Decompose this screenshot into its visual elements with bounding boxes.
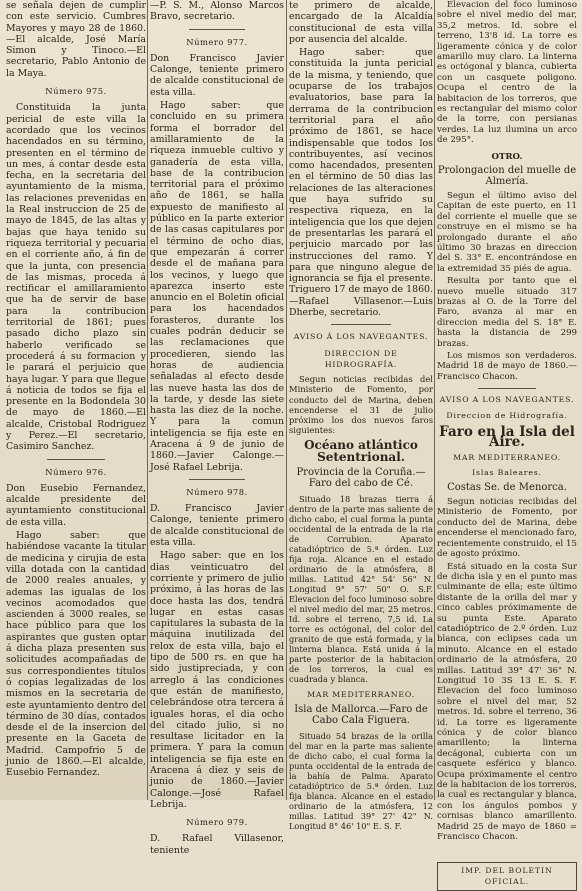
- notice-975-heading: Número 975.: [45, 86, 107, 97]
- column-4: [437, 0, 577, 886]
- column-rule: [434, 0, 435, 800]
- column-rule: [286, 0, 287, 800]
- notice-979-continued: te primero de alcalde, encargado de la Alcaldía constitucional de esta villa por ausencia del alcalde.: [289, 0, 433, 45]
- direccion-heading: DIRECCION DE HIDROGRAFÍA.: [324, 348, 398, 369]
- divider: [331, 324, 391, 325]
- oceano-heading: Océano atlántico Setentrional.: [304, 438, 418, 464]
- notice-976-intro: Don Eusebio Fernandez, alcalde presidente del ayuntamiento constitucional de esta villa.: [6, 482, 146, 528]
- prolongacion-p1: Segun el último aviso del Capitan de este puerto, en 11 del corriente el muelle que se construye en el mismo se ha prolongado durante el año último 30 brazas en direccion del S. 33° E. encontrándose en la extremidad 35 piés de agua.: [437, 190, 577, 274]
- prolongacion-heading: Prolongacion del muelle de Almería.: [437, 165, 577, 187]
- notice-976-body: Hago saber: que habiéndose vacante la titular de medicina y cirujia de esta villa dotada con la cantidad de 2000 reales anuales, y ademas las igualas de los vecinos acomodados que ascienden á 3000 reales, se hace público para que los aspirantes que gusten optar á dicha plaza presenten sus solicitudes acompañadas de sus correspondientes títulos ó copias legalizadas de los mismos en la secretaria de este ayuntamiento dentro del término de 30 días, contados desde el de la insercion del presente en la Gaceta de Madrid. Campofrio 5 de junio de 1860.—El alcalde, Eusebio Fernandez.: [6, 530, 146, 779]
- notice-978-body: Hago saber: que en los dias veinticuatro del corriente y primero de julio próximo, á las horas de las doce hasta las dos, tendrá lugar en estas casas capitulares la subasta de la máquina inutilizada del relox de esta villa, bajo el tipo de 500 rs. en que ha sido justipreciada, y con arreglo á las condiciones que están de manifiesto, celebrándose otra tercera á iguales horas, el dia ocho del citado julio, si no resultase licitador en la primera. Y para la comun inteligencia se fija este en Aracena á diez y seis de junio de 1860.—Javier Calonge.—José Rafael Lebrija.: [150, 550, 284, 810]
- column-2: [150, 0, 284, 856]
- islas-heading: Islas Baleares.: [472, 468, 542, 478]
- column-rule: [147, 0, 148, 800]
- prolongacion-p3: Los mismos son verdaderos. Madrid 18 de mayo de 1860.—Francisco Chacon.: [437, 351, 577, 382]
- imprint-box: IMP. DEL BOLETIN OFICIAL.: [437, 862, 577, 891]
- faro-ce-details: Situado 18 brazas tierra á dentro de la parte mas saliente de dicho cabo, el cual forma la punta occidental de la entrada de la ria de Corrubion. Aparato catadióptrico de 5.ª órden. Luz fija roja. Alcance en el estado ordinario de la atmósfera, 8 millas. Latitud 42° 54' 56" N. Longitud 9° 57' 50" O. S.F. Elevacion del foco luminoso sobre el nivel medio del mar, 25 metros. Id. sobre el terreno, 7,5 id. La torre es octógonal, del color del granito de que está formada, y la linterna blanca. Está unida á la parte posterior de la habitacion de los torreros, la cual es cuadrada y blanca.: [289, 493, 433, 684]
- notice-975-body: Constituida la junta pericial de este villa la acordado que los vecinos hacendados en su término, presenten en el término de un mes, á contar desde esta fecha, en la secretaria del ayuntamiento de la misma, las relaciones prevenidas en la Real instruccion de 25 de mayo de 1845, de las altas y bajas que haya tenido su riqueza territorial y pecuaria en el corriente año, á fin de que la junta, con presencia de las mismas, proceda á rectificar el amillaramiento que ha de servir de base para la contribucion territorial de 1861; pues pasado dicho plazo sin haberlo verificado se procederá á su formacion y le parará el perjuicio que haya lugar. Y para que llegue á noticia de todos se fija el presente en la Bodondela 30 de mayo de 1860.—El alcalde, Cristobal Rodriguez y Perez.—El secretario, Casimiro Sanchez.: [6, 102, 146, 453]
- faro-continued: Elevacion del foco luminoso sobre el nivel medio del mar, 35,2 metros. Id. sobre el terreno, 13'8 id. La torre es ligeramente cónica y de color amarillo muy claro. La linterna es octógonal y blanca, cubierta con un casquete poligono. Ocupa el centro de la habitacion de los torreros, que es rectangular del mismo color de la torre, con persianas verdes. La luz ilumina un arco de 295°.: [437, 0, 577, 146]
- aviso-intro: Segun noticias recibidas del Ministerio de Fomento, por conducto del de Marina, deben encenderse el 31 de julio próximo los dos nuevos faros siguientes:: [289, 374, 433, 436]
- notice-979-heading: Número 979.: [186, 817, 248, 828]
- divider: [47, 459, 106, 460]
- column-1-top-text: se señala dejen de cumplir con este servicio. Cumbres Mayores y mayo 28 de 1860. —El alcalde, José María Simon y Tinoco.—El secretario, Pablo Antonio de la Maya.: [6, 0, 146, 79]
- aviso-heading-2: AVISO A LOS NAVEGANTES.: [439, 395, 575, 405]
- notice-977-body: Hago saber: que concluido en su primera forma el borrador del amillaramiento de la riqueza inmueble cultivo y ganadería de esta villa, base de la contribucion territorial para el próximo año de 1861, se halla expuesto de manifiesto al público en la parte exterior de las casas capitulares por el término de ocho dias, que empezarán á correr desde el de mañana para los vecinos, y luego que aparezca inserto este anuncio en el Boletin oficial para los hacendados forasteros, durante los cuales podrán deducir se las reclamaciones que procedieren, siendo las horas de audiencia señaladas al efecto desde las nueve hasta las dos de la tarde, y desde las siete hasta las diez de la noche. Y para la comun inteligencia se fija este en Aracena á 9 de junio de 1860.—Javier Calonge.—José Rafael Lebrija.: [150, 100, 284, 473]
- column-3: [289, 0, 433, 831]
- faro-cala-figuera-details: Situado 54 brazas de la orilla del mar en la parte mas saliente de dicho cabo, el cual forma la punta occidental de la entrada de la bahía de Palma. Aparato catadióptrico de 5.ª órden. Luz fija blanca. Alcance en el estado ordinario de la atmósfera, 12 millas. Latitud 39° 27' 42" N. Longitud 8° 46' 10" E. S. F.: [289, 730, 433, 831]
- faro-aire-p2: Está situado en la costa Sur de dicha isla y en el punto mas culminante de ella; este último distante de la orilla del mar y cinco cables próximamente de su punta Este. Aparato catadióptrico de 2.º órden. Luz blanca, con eclipses cada un minuto. Alcance en el estado ordinario de la atmósfera, 20 millas. Latitud 39° 47' 36" N. Longitud 10 3S 13 E. S. F. Elevacion del foco luminoso sobre el nivel del mar, 52 metros. Id. sobre el terreno, 36 id. La torre es ligeramente cónica y de color blanco amarillento; la linterna decágonal, cubierta con un casquete esférico y blanco. Ocupa próximamente el centro de la habitacion de los torreros, la cual es rectangular y blanca, con los ángulos pombos y cornisas blanco amarillento. Madrid 25 de mayo de 1860 = Francisco Chacon.: [437, 561, 577, 843]
- column-1: [6, 0, 146, 800]
- costas-heading: Costas Se. de Menorca.: [447, 481, 567, 493]
- isla-heading: Isla de Mallorca.—Faro de Cabo Cala Figuera.: [294, 703, 428, 727]
- provincia-heading: Provincia de la Coruña.—Faro del cabo de Cé.: [296, 467, 426, 490]
- faro-aire-p1: Segun noticias recibidas del Ministerio de Fomento, por conducto del de Marina, debe encenderse el mencionado faro, recientemente construido, el 15 de agosto próximo.: [437, 497, 577, 560]
- notice-978-intro: D. Francisco Javier Calonge, teniente primero de alcalde constitucional de esta villa.: [150, 503, 284, 549]
- prolongacion-p2: Resulta por tanto que el nuevo muelle situado 317 brazas al O. de la Torre del Faro, avanza al mar en direccion media del S. 18° E. hasta la distancia de 299 brazas.: [437, 276, 577, 349]
- mar-heading: MAR MEDITERRANEO.: [307, 689, 415, 699]
- column-2-top-text: —P. S. M., Alonso Marcos Bravo, secretario.: [150, 0, 284, 23]
- notice-979-intro: D. Rafael Villasenor, teniente: [150, 833, 284, 856]
- mar-heading-2: MAR MEDITERRANEO.: [453, 452, 561, 462]
- faro-aire-title: Faro en la Isla del Aire.: [439, 424, 575, 451]
- divider: [478, 388, 537, 389]
- divider: [189, 29, 245, 30]
- notice-979-body: Hago saber: que constituida la junta pericial de la misma, y teniendo, que ocuparse de los trabajos evaluatorios, base para la derrama de la contribucion territorial para el año próximo de 1861, se hace indispensable que todos los contribuyentes, así vecinos como hacendados, presenten en el término de 50 dias las relaciones de las alteraciones que haya sufrido su respectiva riqueza, en la inteligencia que los que dejen de presentarlas les parará el perjuicio marcado por las instrucciones del ramo. Y para que ninguno alegue de ignorancia se fija el presente. Triguero 17 de mayo de 1860.—Rafael Villasenor.—Luis Dherbe, secretario.: [289, 47, 433, 319]
- notice-976-heading: Número 976.: [45, 466, 107, 477]
- otro-heading: OTRO.: [491, 151, 523, 162]
- notice-977-heading: Número 977.: [186, 36, 248, 47]
- aviso-heading: AVISO Á LOS NAVEGANTES.: [293, 332, 429, 342]
- notice-977-intro: Don Francisco Javier Calonge, teniente primero de alcalde constitucional de esta villa.: [150, 52, 284, 98]
- notice-978-heading: Número 978.: [186, 486, 248, 497]
- direccion-heading-2: Direccion de Hidrografía.: [446, 410, 568, 420]
- divider: [189, 479, 245, 480]
